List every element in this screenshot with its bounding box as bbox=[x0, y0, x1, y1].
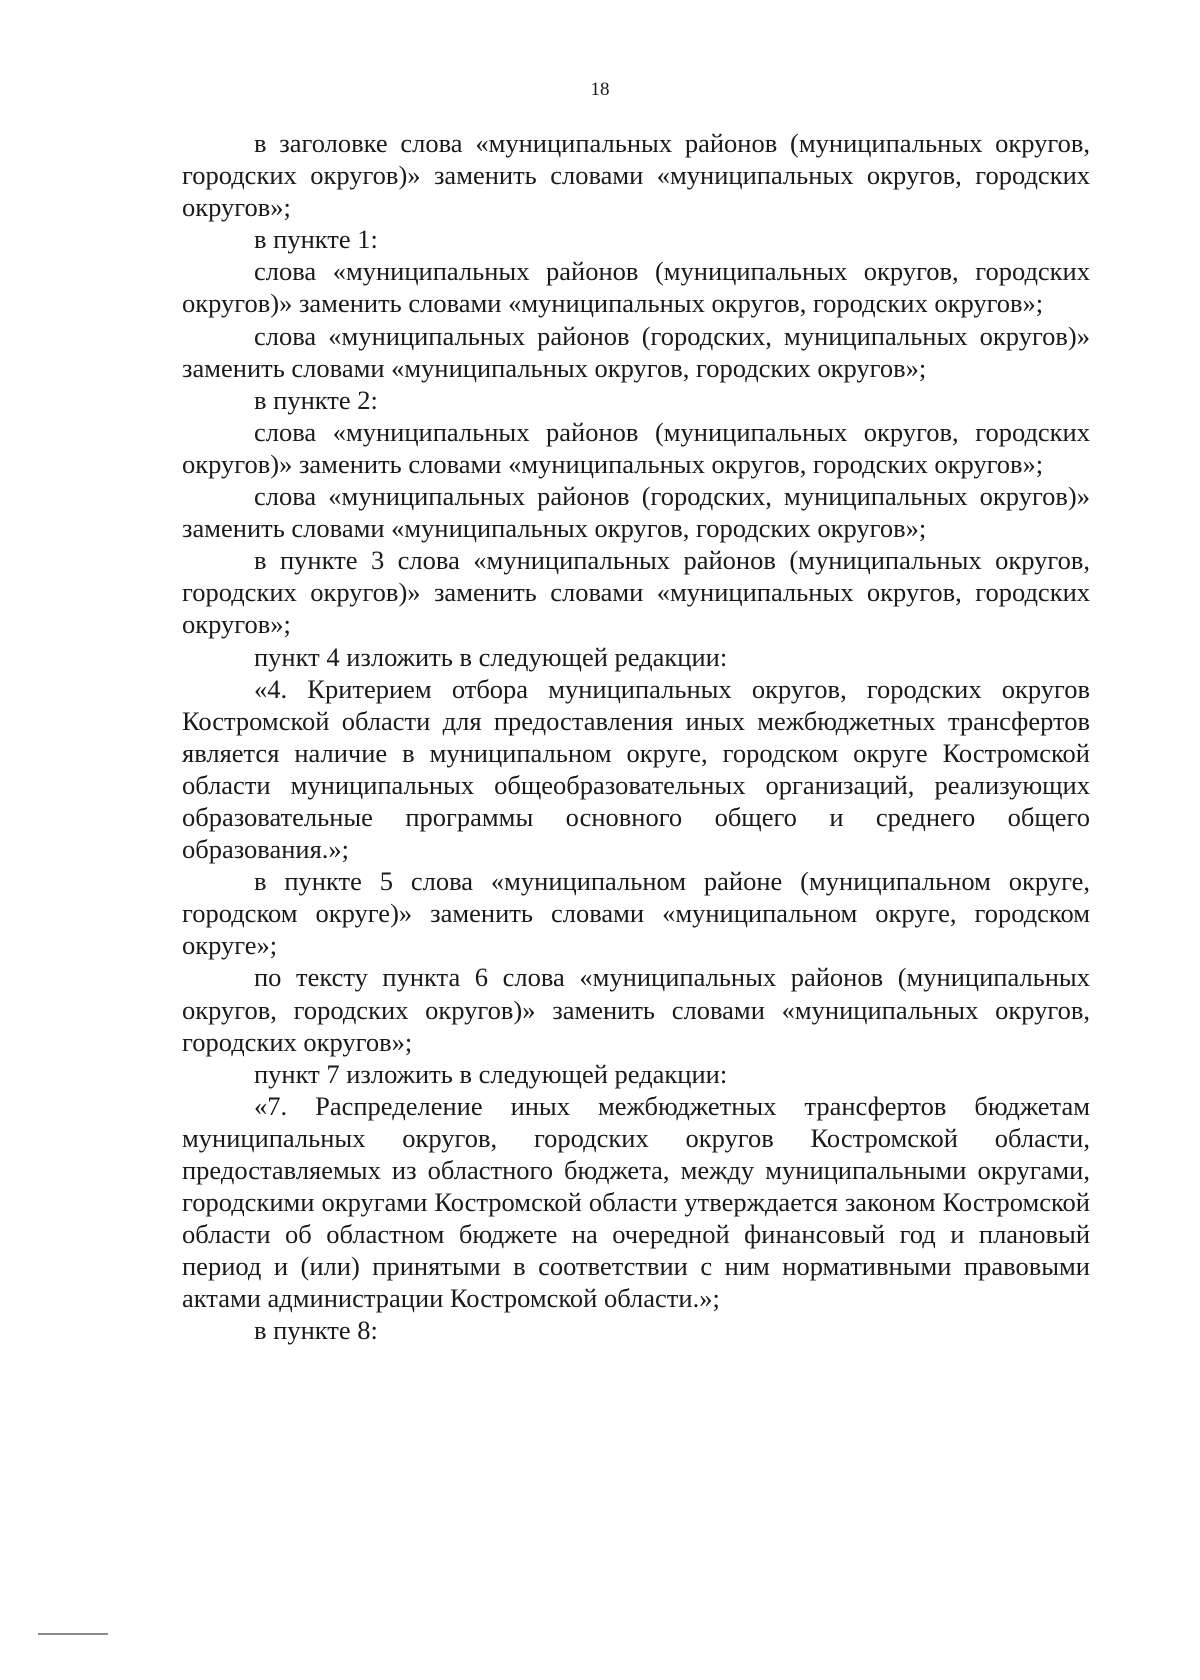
document-body bbox=[182, 127, 1090, 1347]
paragraph: в пункте 1: bbox=[254, 224, 378, 255]
paragraph: в пункте 3 слова «муниципальных районов (муниципальных округов, городских округов)» заменить словами «муниципальных округов, городских округов»; bbox=[182, 545, 1090, 640]
paragraph: слова «муниципальных районов (городских, муниципальных округов)» заменить словами «муниципальных округов, городских округов»; bbox=[182, 320, 1090, 383]
paragraph: «7. Распределение иных межбюджетных трансфертов бюджетам муниципальных округов, городских округов Костромской области, предоставляемых из областного бюджета, между муниципальными округами, городскими округами Костромской области утверждается законом Костромской области об областном бюджете на очередной финансовый год и плановый период и (или) принятыми в соответствии с ним нормативными правовыми актами администрации Костромской области.»; bbox=[182, 1090, 1090, 1314]
paragraph: по тексту пункта 6 слова «муниципальных районов (муниципальных округов, городских округов)» заменить словами «муниципальных округов, городских округов»; bbox=[182, 962, 1090, 1057]
paragraph: слова «муниципальных районов (муниципальных округов, городских округов)» заменить словами «муниципальных округов, городских округов»; bbox=[182, 256, 1090, 319]
paragraph: «4. Критерием отбора муниципальных округов, городских округов Костромской области для предоставления иных межбюджетных трансфертов является наличие в муниципальном округе, городском округе Костромской области муниципальных общеобразовательных организаций, реализующих образовательные программы основного общего и среднего общего образования.»; bbox=[182, 673, 1090, 865]
paragraph: в пункте 8: bbox=[254, 1315, 378, 1346]
paragraph: в пункте 2: bbox=[254, 384, 378, 415]
paragraph: пункт 4 изложить в следующей редакции: bbox=[254, 641, 728, 672]
page-number: 18 bbox=[590, 79, 610, 100]
paragraph: пункт 7 изложить в следующей редакции: bbox=[254, 1058, 728, 1089]
scan-edge-mark bbox=[38, 1633, 108, 1635]
paragraph: в заголовке слова «муниципальных районов (муниципальных округов, городских округов)» заменить словами «муниципальных округов, городских округов»; bbox=[182, 128, 1090, 223]
paragraph: слова «муниципальных районов (муниципальных округов, городских округов)» заменить словами «муниципальных округов, городских округов»; bbox=[182, 416, 1090, 479]
paragraph: в пункте 5 слова «муниципальном районе (муниципальном округе, городском округе)» заменить словами «муниципальном округе, городском округе»; bbox=[182, 866, 1090, 961]
paragraph: слова «муниципальных районов (городских, муниципальных округов)» заменить словами «муниципальных округов, городских округов»; bbox=[182, 481, 1090, 544]
